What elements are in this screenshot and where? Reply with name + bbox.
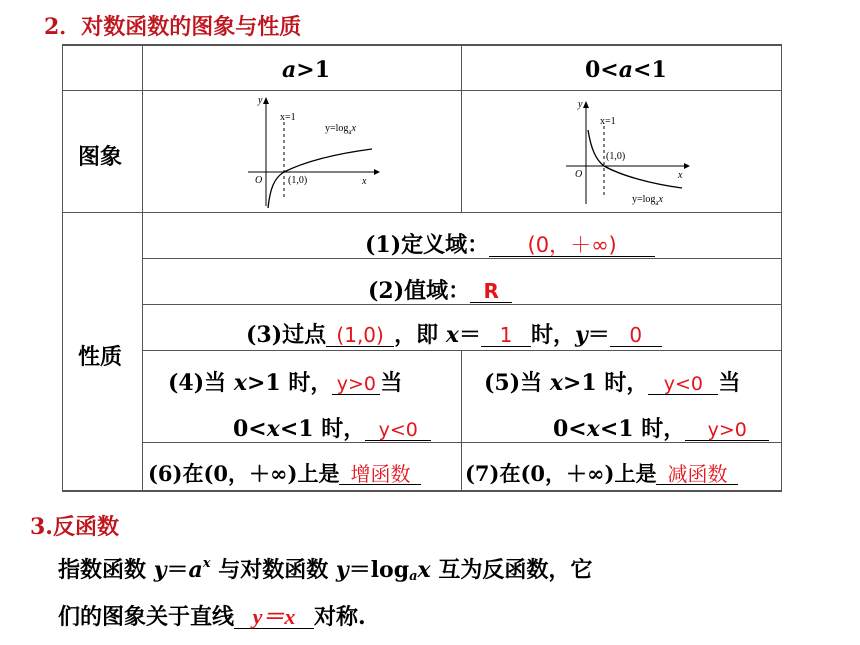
origin-label: O [575, 169, 583, 180]
answer-p5-1: y<0 [663, 373, 703, 395]
log-curve [588, 130, 682, 188]
answer-blank [610, 324, 662, 347]
answer-p4-2: y<0 [378, 419, 418, 441]
answer-blank [326, 324, 394, 347]
property-5-line-2: 0<x<1 时， y>0 [553, 412, 769, 443]
header-a-gt-1: a>1 [282, 57, 331, 83]
table-left-border [62, 44, 63, 491]
answer-blank [481, 324, 531, 347]
answer-domain: (0，＋∞) [527, 233, 617, 257]
answer-p7: 减函数 [667, 462, 728, 486]
x-eq-1-label: x=1 [600, 116, 616, 127]
answer-p4-1: y>0 [336, 373, 376, 395]
x-axis-label: x [678, 170, 683, 181]
row-label-graph: 图象 [78, 144, 123, 170]
graph-log-increasing [244, 94, 394, 210]
property-4-line-1: (4)当 x>1 时， y>0 当 [168, 370, 403, 396]
answer-blank [648, 372, 718, 395]
table-right-border [781, 44, 782, 491]
property-6: (6)在(0，＋∞)上是 增函数 [148, 458, 421, 488]
property-range: (2)值域： R [368, 274, 512, 305]
property-4-line-2: 0<x<1 时， y<0 [233, 412, 431, 443]
section-3-title: 3.反函数 [30, 514, 119, 540]
section-3-line-1: 指数函数 $y=a^x$ 与对数函数 $y=\log_ax$ 互为反函数，它 [58, 556, 593, 584]
table-line [62, 90, 782, 91]
answer-blank [234, 606, 314, 629]
answer-p6: 增函数 [350, 462, 411, 486]
answer-blank [489, 234, 655, 257]
row-label-properties: 性质 [78, 344, 123, 370]
y-axis-label: y [258, 95, 263, 106]
y-axis-label: y [578, 99, 583, 110]
answer-blank [332, 372, 380, 395]
answer-x: 1 [499, 323, 513, 347]
section-3-line-2: 们的图象关于直线 y＝x 对称. [58, 604, 366, 630]
answer-y: 0 [629, 323, 643, 347]
x-axis-arrow-icon [374, 169, 380, 175]
table-line [142, 350, 782, 351]
x-axis-label: x [362, 176, 367, 187]
property-5-line-1: (5)当 x>1 时， y<0 当 [484, 370, 741, 396]
x-eq-1-label: x=1 [280, 112, 296, 123]
point-label: (1,0) [606, 151, 626, 162]
x-axis-arrow-icon [684, 163, 690, 169]
answer-p5-2: y>0 [707, 419, 747, 441]
y-axis-arrow-icon [263, 97, 269, 104]
graph-log-decreasing [562, 94, 712, 210]
function-label: $y=\log_ax$ [325, 123, 356, 136]
table-top-border [62, 44, 782, 46]
function-label: $y=\log_ax$ [632, 194, 663, 207]
answer-blank [685, 418, 769, 441]
property-7: (7)在(0，＋∞)上是 减函数 [465, 458, 738, 488]
header-a-lt-1: 0<a<1 [585, 57, 667, 83]
property-domain: (1)定义域： (0，＋∞) [365, 228, 655, 259]
answer-blank [470, 280, 512, 303]
origin-label: O [255, 175, 263, 186]
answer-blank [365, 418, 431, 441]
answer-point: (1,0) [336, 323, 384, 347]
answer-range: R [483, 279, 499, 303]
property-fixed-point: (3)过点 (1,0) ，即 x＝ 1 时，y＝ 0 [246, 318, 662, 349]
answer-symmetry-line: y＝x [252, 604, 296, 629]
table-line [461, 350, 462, 491]
section-2-title: 2．对数函数的图象与性质 [44, 14, 302, 40]
table-line [142, 44, 143, 491]
y-axis-arrow-icon [583, 101, 589, 108]
table-line [461, 44, 462, 212]
table-line [62, 212, 782, 213]
answer-blank [339, 463, 421, 485]
table-bottom-border [62, 490, 782, 492]
answer-blank [656, 463, 738, 485]
point-label: (1,0) [288, 175, 308, 186]
